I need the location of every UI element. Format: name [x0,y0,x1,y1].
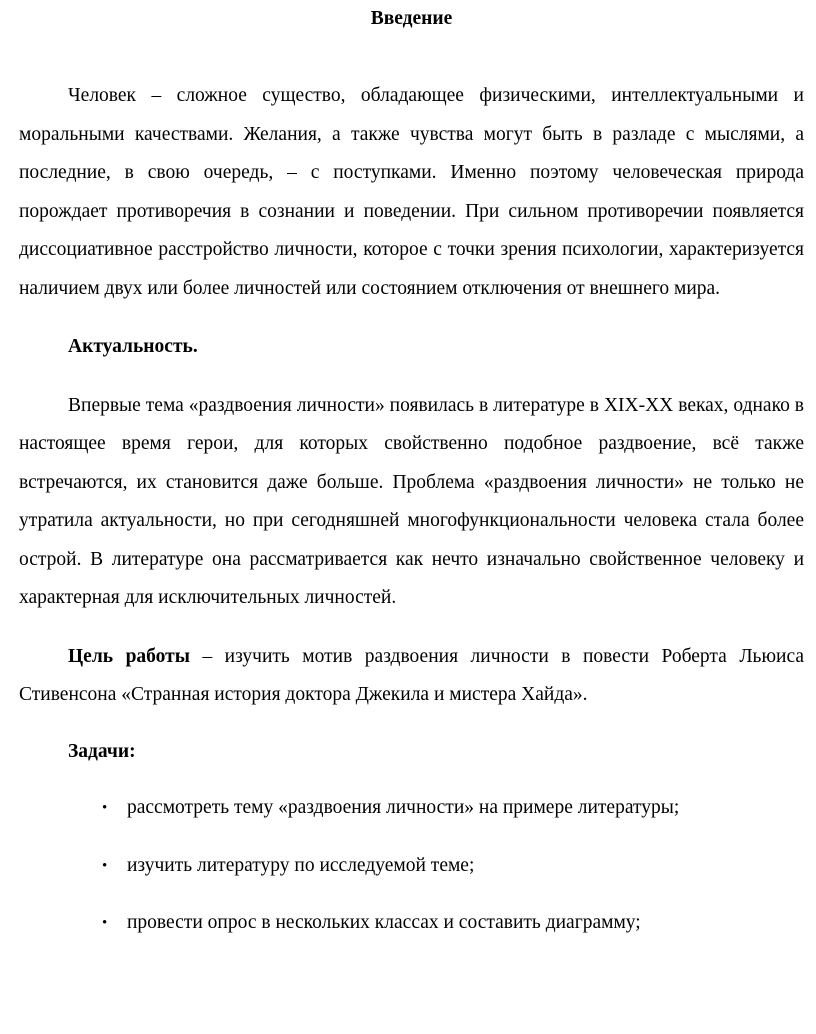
bullet-icon: • [102,857,108,874]
relevance-heading: Актуальность. [68,336,198,357]
bullet-icon: • [102,800,108,816]
goal-text: – изучить мотив раздвоения личности в повести Роберта Льюиса Стивенсона «Странная история доктора Джекила и мистера Хайда». [19,645,804,705]
bullet-icon: • [102,915,108,931]
list-item [102,904,804,943]
tasks-list [19,789,804,943]
goal-label: Цель работы [68,645,190,667]
list-item [102,847,804,886]
goal-paragraph [19,638,804,715]
page-title: Введение [370,8,453,29]
intro-paragraph: Человек – сложное существо, обладающее физическими, интеллектуальными и моральными качествами. Желания, а также чувства могут быть в разладе с мыслями, а последние, в свою очередь, – с поступками. Именно поэтому человеческая природа порождает противоречия в сознании и поведении. При сильном противоречии появляется диссоциативное расстройство личности, которое с точки зрения психологии, характеризуется наличием двух или более личностей или состоянием отключения от внешнего мира. [19,85,804,299]
list-item [102,789,804,828]
relevance-paragraph: Впервые тема «раздвоения личности» появилась в литературе в XIX-XX веках, однако в настоящее время герои, для которых свойственно подобное раздвоение, всё также встречаются, их становится даже больше. Проблема «раздвоения личности» не только не утратила актуальности, но при сегодняшней многофункциональности человека стала более острой. В литературе она рассматривается как нечто изначально свойственное человеку и характерная для исключительных личностей. [19,394,804,608]
task-text: рассмотреть тему «раздвоения личности» на примере литературы; [127,797,680,818]
tasks-heading: Задачи: [68,740,136,762]
task-text: провести опрос в нескольких классах и составить диаграмму; [127,912,641,933]
task-text: изучить литературу по исследуемой теме; [127,854,475,876]
